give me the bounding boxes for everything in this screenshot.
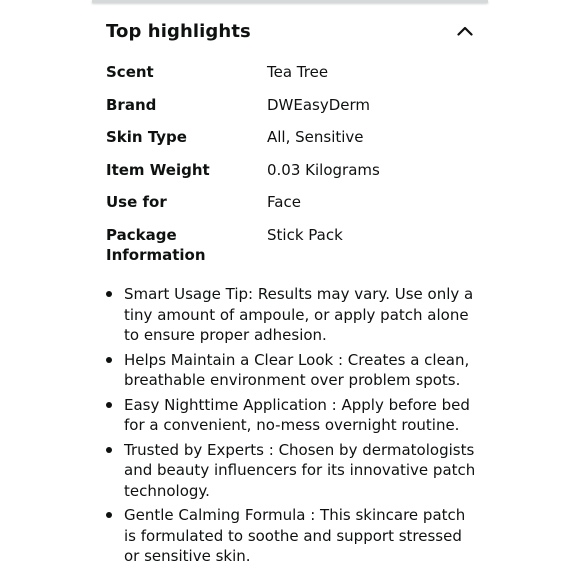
spec-value: Stick Pack	[267, 225, 343, 244]
spec-row-item-weight	[106, 160, 486, 180]
spec-label: Scent	[106, 63, 154, 81]
spec-row-scent	[106, 62, 486, 82]
section-title: Top highlights	[106, 20, 251, 42]
spec-label: Item Weight	[106, 160, 210, 179]
specs-table	[106, 62, 486, 265]
spec-label: Use for	[106, 193, 167, 212]
spec-value: 0.03 Kilograms	[267, 160, 380, 179]
spec-value: DWEasyDerm	[267, 95, 371, 114]
list-item	[106, 284, 478, 346]
list-item	[106, 350, 478, 391]
spec-label: Brand	[106, 95, 157, 114]
spec-value: Tea Tree	[267, 63, 329, 81]
bullet-text: Smart Usage Tip: Results may vary. Use only a tiny amount of ampoule, or apply patch alone to ensure proper adhesion.	[124, 285, 474, 344]
list-item	[106, 395, 478, 436]
card-top-edge	[92, 0, 488, 3]
spec-label: Skin Type	[106, 128, 187, 147]
spec-row-skin-type	[106, 127, 486, 147]
list-item	[106, 505, 478, 567]
bullet-text: Gentle Calming Formula : This skincare patch is formulated to soothe and support stressed or sensitive skin.	[124, 506, 466, 565]
chevron-up-icon	[457, 26, 473, 36]
spec-row-use-for	[106, 192, 486, 212]
bullet-text: Helps Maintain a Clear Look : Creates a clean, breathable environment over problem spots.	[124, 350, 470, 389]
bullet-icon	[106, 357, 112, 363]
highlights-bullet-list	[106, 284, 478, 567]
spec-value: All, Sensitive	[267, 128, 364, 147]
bullet-text: Easy Nighttime Application : Apply before bed for a convenient, no-mess overnight routine.	[124, 395, 470, 434]
spec-label: Package Information	[106, 225, 206, 264]
spec-row-package-information	[106, 225, 486, 265]
bullet-text: Trusted by Experts : Chosen by dermatologists and beauty influencers for its innovative patch technology.	[124, 440, 476, 500]
top-highlights-header[interactable]	[106, 17, 476, 45]
spec-value: Face	[267, 193, 301, 212]
collapse-button[interactable]	[454, 20, 476, 42]
bullet-icon	[106, 402, 112, 408]
bullet-icon	[106, 291, 112, 297]
spec-row-brand	[106, 95, 486, 115]
bullet-icon	[106, 512, 112, 518]
bullet-icon	[106, 447, 112, 453]
list-item	[106, 440, 478, 502]
